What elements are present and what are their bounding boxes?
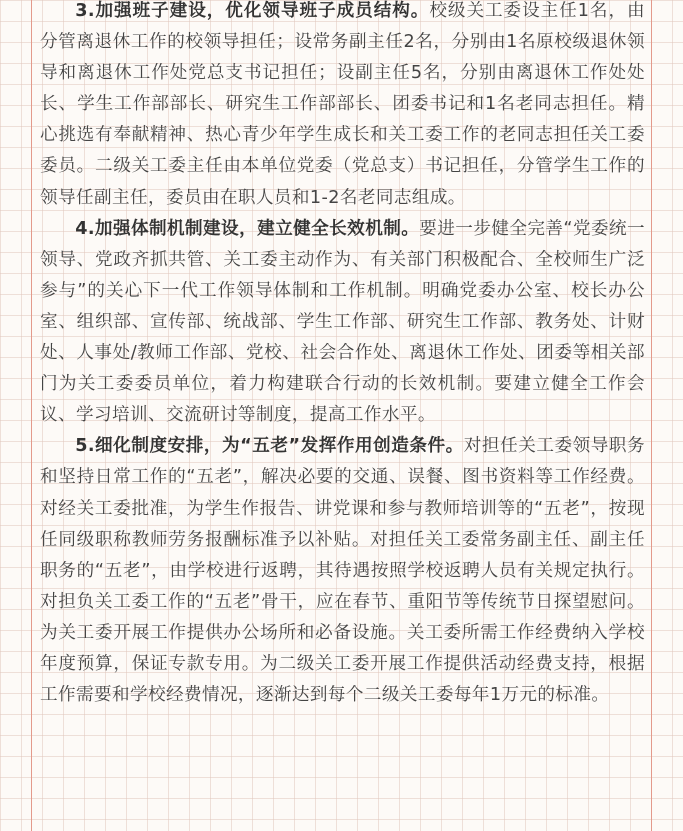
right-margin-rule	[651, 0, 652, 831]
paragraph-4-heading: 4.加强体制机制建设，建立健全长效机制。	[75, 218, 420, 239]
paragraph-4-body: 要进一步健全完善“党委统一领导、党政齐抓共管、关工委主动作为、有关部门积极配合、全校师生广泛参与”的关心下一代工作领导体制和工作机制。明确党委办公室、校长办公室、组织部、宣传部、统战部、学生工作部、研究生工作部、教务处、计财处、人事处/教师工作部、党校、社会合作处、离退休工作处、团委等相关部门为关工委委员单位，着力构建联合行动的长效机制。要建立健全工作会议、学习培训、交流研讨等制度，提高工作水平。	[40, 218, 645, 426]
paragraph-3-heading: 3.加强班子建设，优化领导班子成员结构。	[75, 1, 430, 21]
left-margin-rule	[31, 0, 32, 831]
paragraph-4	[40, 214, 645, 432]
paragraph-5-heading: 5.细化制度安排，为“五老”发挥作用创造条件。	[75, 436, 464, 457]
paragraph-3	[40, 0, 645, 214]
paragraph-3-body: 校级关工委设主任1名，由分管离退休工作的校领导担任；设常务副主任2名，分别由1名原校级退休领导和离退休工作处党总支书记担任；设副主任5名，分别由离退休工作处处长、学生工作部部长、研究生工作部部长、团委书记和1名老同志担任。精心挑选有奉献精神、热心青少年学生成长和关工委工作的老同志担任关工委委员。二级关工委主任由本单位党委（党总支）书记担任，分管学生工作的领导任副主任，委员由在职人员和1-2名老同志组成。	[40, 1, 645, 208]
paragraph-5-body: 对担任关工委领导职务和坚持日常工作的“五老”，解决必要的交通、误餐、图书资料等工作经费。对经关工委批准，为学生作报告、讲党课和参与教师培训等的“五老”，按现任同级职称教师劳务报酬标准予以补贴。对担任关工委常务副主任、副主任职务的“五老”，由学校进行返聘，其待遇按照学校返聘人员有关规定执行。对担负关工委工作的“五老”骨干，应在春节、重阳节等传统节日探望慰问。为关工委开展工作提供办公场所和必备设施。关工委所需工作经费纳入学校年度预算，保证专款专用。为二级关工委开展工作提供活动经费支持，根据工作需要和学校经费情况，逐渐达到每个二级关工委每年1万元的标准。	[40, 436, 645, 706]
paragraph-5	[40, 431, 645, 711]
article-body	[40, 0, 645, 711]
